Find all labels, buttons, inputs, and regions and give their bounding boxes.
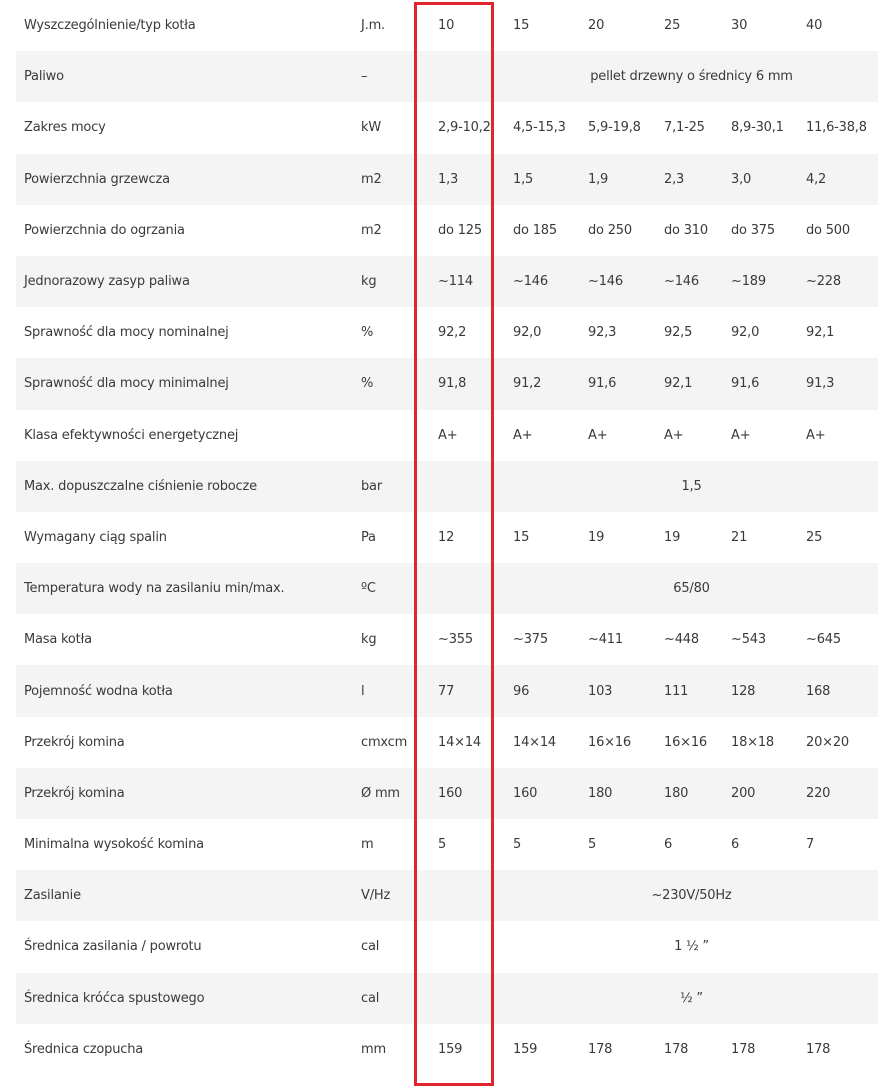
header-model-cell: 25: [664, 18, 681, 34]
value-cell: 18×18: [731, 734, 774, 750]
table-row: [16, 410, 878, 461]
value-cell: 6: [731, 837, 740, 853]
value-cell: 16×16: [664, 734, 707, 750]
merged-value-cell: ½ ”: [505, 973, 878, 1024]
value-cell: 25: [806, 529, 823, 545]
value-cell: 3,0: [723, 154, 798, 205]
row-label-cell: Przekrój komina: [16, 768, 353, 819]
table-row: [16, 358, 878, 409]
value-cell: 91,8: [430, 358, 505, 409]
row-label-cell: Sprawność dla mocy minimalnej: [16, 358, 353, 409]
row-unit-cell: cal: [361, 939, 380, 955]
row-unit-cell: ºC: [353, 563, 430, 614]
value-cell: ~189: [723, 256, 798, 307]
value-cell: ~228: [798, 256, 878, 307]
table-row: [16, 819, 878, 870]
row-label-cell: Wymagany ciąg spalin: [24, 529, 167, 545]
value-cell: 5: [513, 837, 522, 853]
value-cell: 159: [513, 1041, 538, 1057]
value-cell: 96: [505, 665, 580, 716]
value-cell: 4,5-15,3: [513, 120, 566, 136]
row-label-cell: Średnica czopucha: [24, 1041, 144, 1057]
value-cell: 2,9-10,2: [438, 120, 491, 136]
row-unit-cell: kg: [361, 632, 377, 648]
value-cell: 103: [580, 665, 656, 716]
row-label-cell: Średnica zasilania / powrotu: [24, 939, 202, 955]
value-cell: 92,1: [806, 325, 835, 341]
table-row: [16, 921, 878, 972]
value-cell: 128: [723, 665, 798, 716]
value-cell: 15: [513, 529, 530, 545]
value-cell: 1,5: [505, 154, 580, 205]
value-cell: ~448: [664, 632, 699, 648]
empty-cell: [430, 51, 505, 102]
value-cell: 111: [656, 665, 723, 716]
row-label-cell: Powierzchnia grzewcza: [16, 154, 353, 205]
row-label-cell: Max. dopuszczalne ciśnienie robocze: [16, 461, 353, 512]
table-row: [16, 51, 878, 102]
row-unit-cell: %: [361, 325, 374, 341]
value-cell: 92,5: [664, 325, 693, 341]
value-cell: 12: [438, 529, 455, 545]
value-cell: ~146: [505, 256, 580, 307]
row-unit-cell: bar: [353, 461, 430, 512]
value-cell: 91,2: [505, 358, 580, 409]
row-label-cell: Minimalna wysokość komina: [24, 837, 204, 853]
value-cell: 159: [438, 1041, 463, 1057]
table-row: [16, 717, 878, 768]
value-cell: 92,3: [588, 325, 617, 341]
table-row: [16, 973, 878, 1024]
row-label-cell: Zasilanie: [16, 870, 353, 921]
value-cell: ~355: [438, 632, 473, 648]
value-cell: 5,9-19,8: [588, 120, 641, 136]
empty-cell: [430, 461, 505, 512]
value-cell: 91,6: [580, 358, 656, 409]
table-row: [16, 614, 878, 665]
value-cell: do 250: [588, 222, 632, 238]
value-cell: 4,2: [798, 154, 878, 205]
value-cell: 8,9-30,1: [731, 120, 784, 136]
value-cell: 20×20: [806, 734, 849, 750]
value-cell: 92,0: [513, 325, 542, 341]
table-row: [16, 563, 878, 614]
row-unit-cell: Pa: [361, 529, 376, 545]
value-cell: 5: [588, 837, 597, 853]
value-cell: do 185: [513, 222, 557, 238]
value-cell: 92,2: [438, 325, 467, 341]
header-model-cell: 15: [513, 18, 530, 34]
value-cell: 7: [806, 837, 815, 853]
table-row: [16, 256, 878, 307]
value-cell: A+: [806, 427, 826, 443]
row-unit-cell: [353, 410, 430, 461]
header-model-cell: 20: [588, 18, 605, 34]
value-cell: ~645: [806, 632, 841, 648]
value-cell: 21: [731, 529, 748, 545]
value-cell: A+: [664, 427, 684, 443]
header-model-cell: 30: [731, 18, 748, 34]
value-cell: 160: [505, 768, 580, 819]
table-row: [16, 512, 878, 563]
value-cell: 19: [664, 529, 681, 545]
row-label-cell: Sprawność dla mocy nominalnej: [24, 325, 229, 341]
row-unit-cell: –: [353, 51, 430, 102]
row-label-cell: Zakres mocy: [24, 120, 106, 136]
value-cell: A+: [513, 427, 533, 443]
value-cell: 180: [580, 768, 656, 819]
value-cell: A+: [731, 427, 751, 443]
value-cell: 19: [588, 529, 605, 545]
value-cell: 92,0: [731, 325, 760, 341]
row-label-cell: Powierzchnia do ogrzania: [24, 222, 185, 238]
value-cell: A+: [588, 427, 608, 443]
value-cell: 2,3: [656, 154, 723, 205]
row-label-cell: Klasa efektywności energetycznej: [24, 427, 239, 443]
value-cell: 220: [798, 768, 878, 819]
empty-cell: [430, 870, 505, 921]
row-label-cell: Masa kotła: [24, 632, 92, 648]
value-cell: 77: [430, 665, 505, 716]
row-unit-cell: l: [353, 665, 430, 716]
value-cell: 92,1: [656, 358, 723, 409]
merged-value-cell: pellet drzewny o średnicy 6 mm: [505, 51, 878, 102]
header-model-cell: 10: [438, 18, 455, 34]
value-cell: 16×16: [588, 734, 631, 750]
value-cell: 180: [656, 768, 723, 819]
value-cell: 7,1-25: [664, 120, 705, 136]
row-unit-cell: cal: [353, 973, 430, 1024]
row-unit-cell: m2: [353, 154, 430, 205]
row-label-cell: Pojemność wodna kotła: [16, 665, 353, 716]
merged-value-cell: 1,5: [505, 461, 878, 512]
value-cell: do 125: [438, 222, 482, 238]
row-label-cell: Temperatura wody na zasilaniu min/max.: [16, 563, 353, 614]
row-label-cell: Jednorazowy zasyp paliwa: [16, 256, 353, 307]
empty-cell: [430, 973, 505, 1024]
value-cell: 5: [438, 837, 447, 853]
value-cell: do 310: [664, 222, 708, 238]
value-cell: ~375: [513, 632, 548, 648]
value-cell: 168: [798, 665, 878, 716]
boiler-spec-table: [16, 0, 878, 1075]
row-label-cell: Średnica króćca spustowego: [16, 973, 353, 1024]
merged-value-cell: 65/80: [505, 563, 878, 614]
merged-value-cell: ~230V/50Hz: [505, 870, 878, 921]
empty-cell: [430, 563, 505, 614]
empty-cell: [430, 921, 505, 972]
table-row: [16, 205, 878, 256]
value-cell: ~146: [580, 256, 656, 307]
value-cell: 1,9: [580, 154, 656, 205]
row-unit-cell: m2: [361, 222, 382, 238]
value-cell: 178: [806, 1041, 831, 1057]
table-row: [16, 870, 878, 921]
value-cell: ~543: [731, 632, 766, 648]
row-label-cell: Paliwo: [16, 51, 353, 102]
value-cell: 14×14: [513, 734, 556, 750]
row-unit-cell: mm: [361, 1041, 386, 1057]
value-cell: do 375: [731, 222, 775, 238]
header-model-cell: 40: [806, 18, 823, 34]
value-cell: ~114: [430, 256, 505, 307]
row-unit-cell: %: [353, 358, 430, 409]
table-row: [16, 768, 878, 819]
row-unit-cell: Ø mm: [353, 768, 430, 819]
value-cell: 1,3: [430, 154, 505, 205]
value-cell: 91,6: [723, 358, 798, 409]
value-cell: A+: [438, 427, 458, 443]
header-unit-cell: J.m.: [361, 18, 385, 34]
value-cell: ~146: [656, 256, 723, 307]
row-unit-cell: V/Hz: [353, 870, 430, 921]
value-cell: 11,6-38,8: [806, 120, 867, 136]
merged-value-cell: 1 ½ ”: [674, 939, 709, 955]
value-cell: ~411: [588, 632, 623, 648]
value-cell: do 500: [806, 222, 850, 238]
table-row: [16, 307, 878, 358]
table-row: [16, 461, 878, 512]
value-cell: 178: [664, 1041, 689, 1057]
value-cell: 14×14: [438, 734, 481, 750]
table-header-row: [16, 0, 878, 51]
row-unit-cell: cmxcm: [361, 734, 408, 750]
header-label-cell: Wyszczególnienie/typ kotła: [24, 18, 196, 34]
value-cell: 178: [731, 1041, 756, 1057]
value-cell: 200: [723, 768, 798, 819]
value-cell: 91,3: [798, 358, 878, 409]
value-cell: 160: [430, 768, 505, 819]
table-row: [16, 1024, 878, 1075]
row-unit-cell: kW: [361, 120, 381, 136]
table-row: [16, 665, 878, 716]
value-cell: 178: [588, 1041, 613, 1057]
row-label-cell: Przekrój komina: [24, 734, 125, 750]
table-row: [16, 154, 878, 205]
table-row: [16, 102, 878, 153]
row-unit-cell: kg: [353, 256, 430, 307]
row-unit-cell: m: [361, 837, 374, 853]
value-cell: 6: [664, 837, 673, 853]
